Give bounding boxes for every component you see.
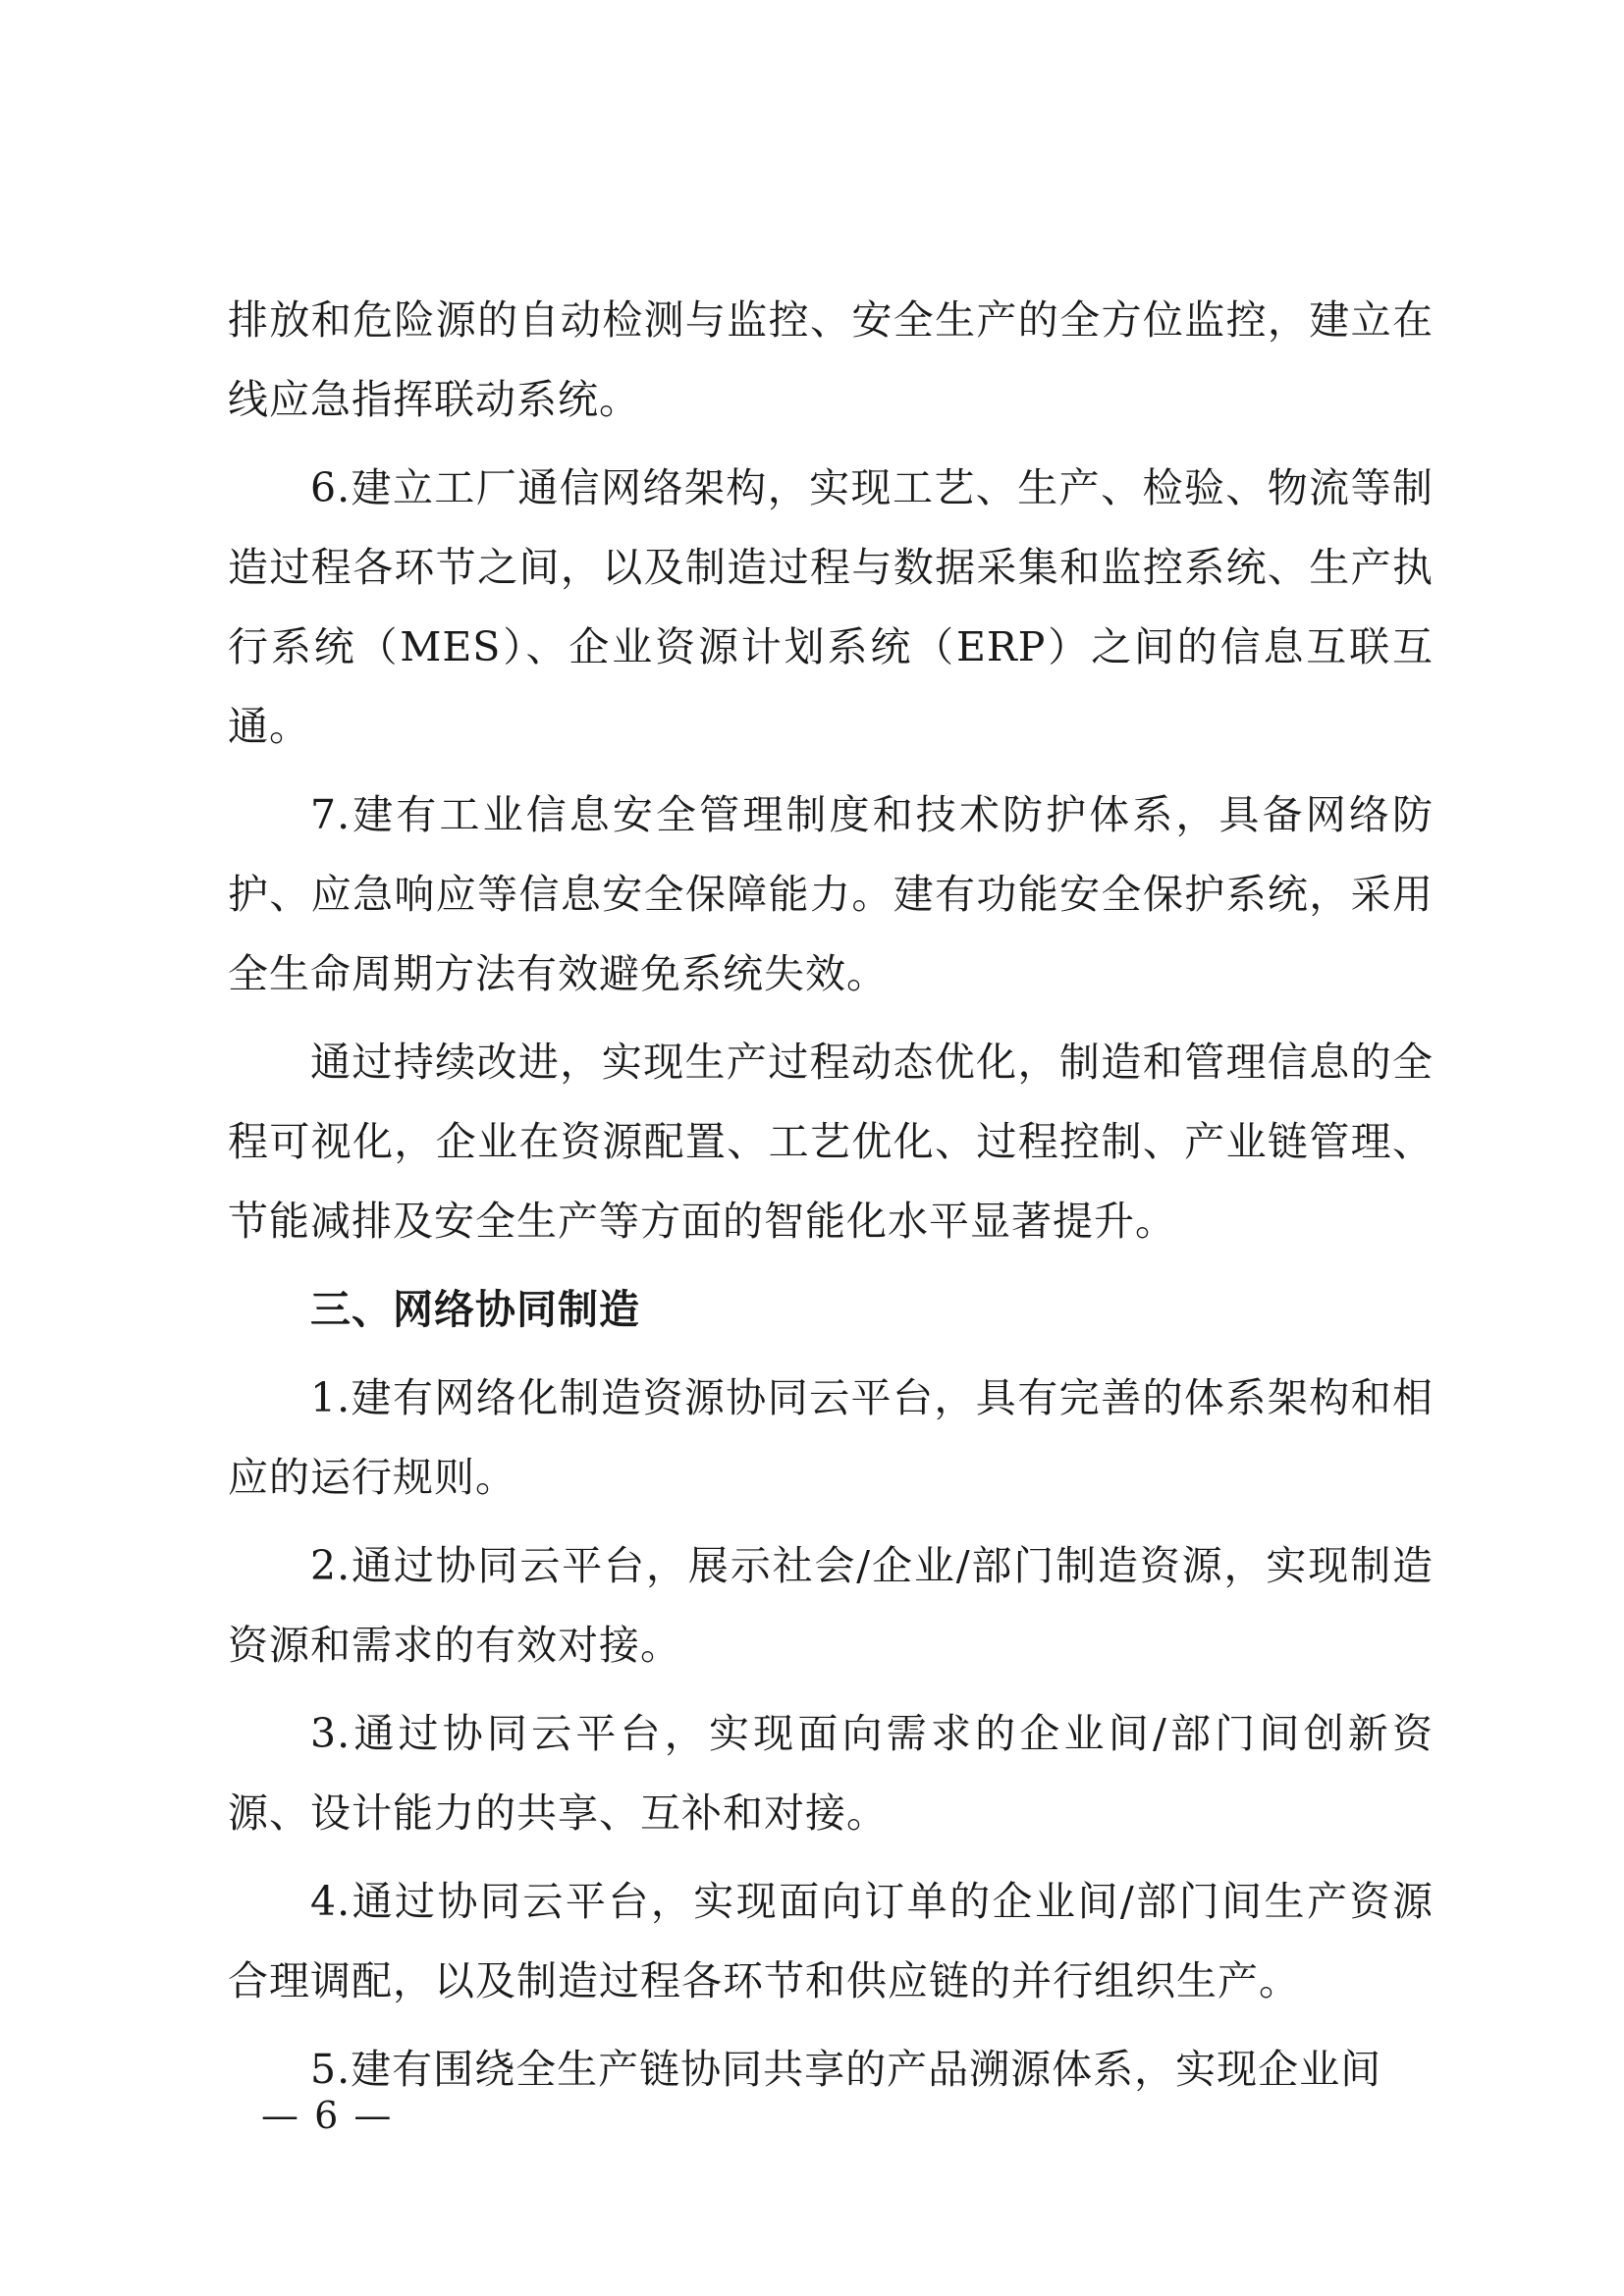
page-number: — 6 — [261, 2094, 394, 2137]
section-heading: 三、网络协同制造 [310, 1286, 640, 1333]
paragraph-summary: 通过持续改进，实现生产过程动态优化，制造和管理信息的全程可视化，企业在资源配置、工艺优化、过程控制、产业链管理、节能减排及安全生产等方面的智能化水平显著提升。 [228, 1039, 1434, 1245]
document-body [228, 281, 1434, 2118]
section-item-2: 2.通过协同云平台，展示社会/企业/部门制造资源，实现制造资源和需求的有效对接。 [228, 1542, 1434, 1669]
section-item-3: 3.通过协同云平台，实现面向需求的企业间/部门间创新资源、设计能力的共享、互补和对接。 [228, 1710, 1434, 1837]
paragraph-item-6: 6.建立工厂通信网络架构，实现工艺、生产、检验、物流等制造过程各环节之间，以及制造过程与数据采集和监控系统、生产执行系统（MES）、企业资源计划系统（ERP）之间的信息互联互通。 [228, 464, 1434, 750]
section-item-4: 4.通过协同云平台，实现面向订单的企业间/部门间生产资源合理调配，以及制造过程各环节和供应链的并行组织生产。 [228, 1878, 1434, 2004]
paragraph-item-7: 7.建有工业信息安全管理制度和技术防护体系，具备网络防护、应急响应等信息安全保障能力。建有功能安全保护系统，采用全生命周期方法有效避免系统失效。 [228, 791, 1434, 997]
section-item-5: 5.建有围绕全生产链协同共享的产品溯源体系，实现企业间 [310, 2046, 1382, 2093]
section-item-1: 1.建有网络化制造资源协同云平台，具有完善的体系架构和相应的运行规则。 [228, 1374, 1434, 1501]
paragraph-continued: 排放和危险源的自动检测与监控、安全生产的全方位监控，建立在线应急指挥联动系统。 [228, 296, 1434, 423]
